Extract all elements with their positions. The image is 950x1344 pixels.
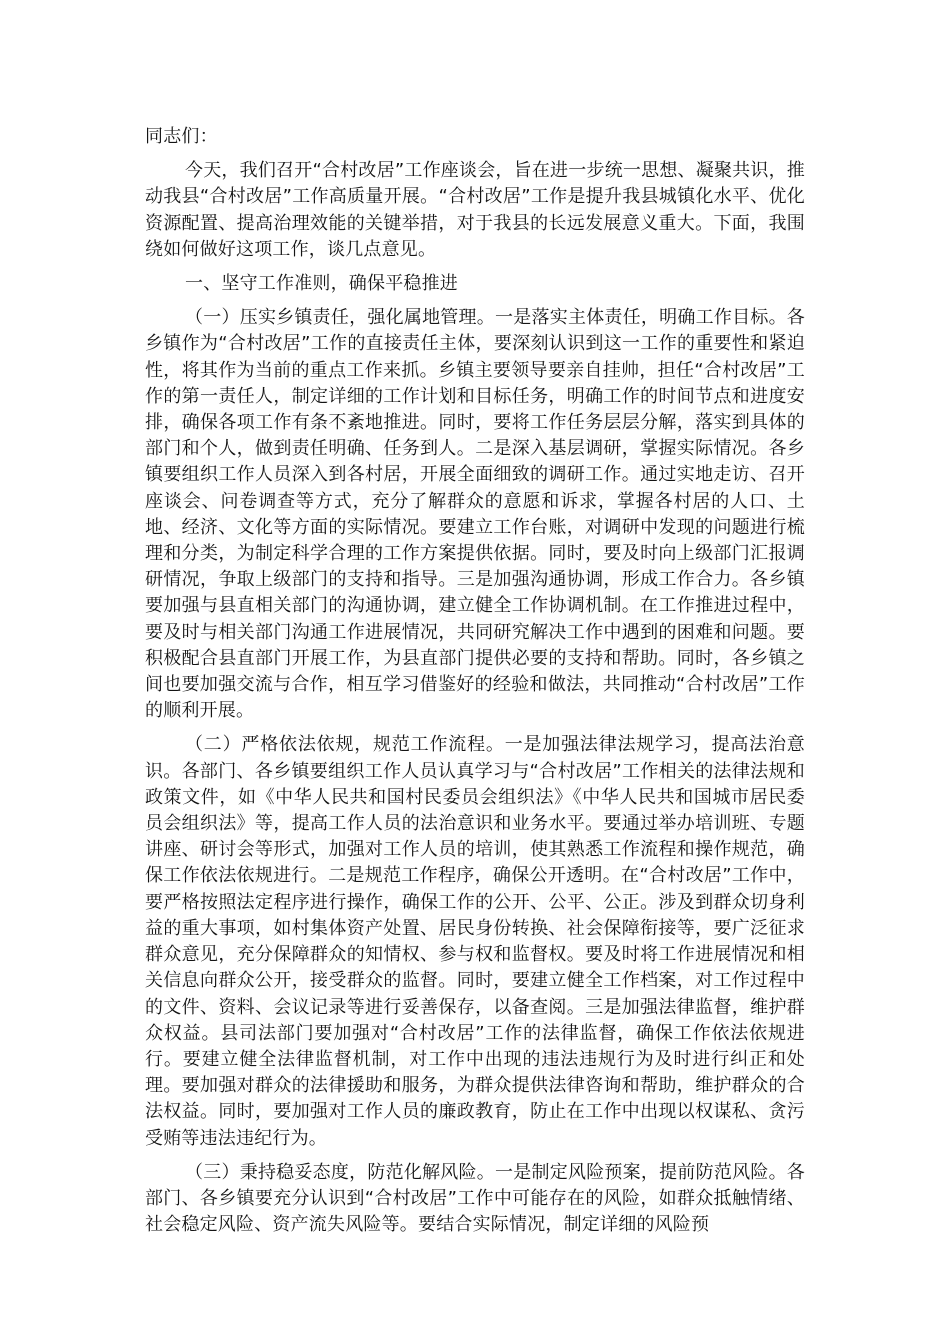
document-page	[145, 124, 805, 1238]
body-paragraph-2: （二）严格依法依规，规范工作流程。一是加强法律法规学习，提高法治意识。各部门、各乡镇要组织工作人员认真学习与“合村改居”工作相关的法律法规和政策文件，如《中华人民共和国村民委员会组织法》《中华人民共和国城市居民委员会组织法》等，提高工作人员的法治意识和业务水平。要通过举办培训班、专题讲座、研讨会等形式，加强对工作人员的培训，使其熟悉工作流程和操作规范，确保工作依法依规进行。二是规范工作程序，确保公开透明。在“合村改居”工作中，要严格按照法定程序进行操作，确保工作的公开、公平、公正。涉及到群众切身利益的重大事项，如村集体资产处置、居民身份转换、社会保障衔接等，要广泛征求群众意见，充分保障群众的知情权、参与权和监督权。要及时将工作进展情况和相关信息向群众公开，接受群众的监督。同时，要建立健全工作档案，对工作过程中的文件、资料、会议记录等进行妥善保存，以备查阅。三是加强法律监督，维护群众权益。县司法部门要加强对“合村改居”工作的法律监督，确保工作依法依规进行。要建立健全法律监督机制，对工作中出现的违法违规行为及时进行纠正和处理。要加强对群众的法律援助和服务，为群众提供法律咨询和帮助，维护群众的合法权益。同时，要加强对工作人员的廉政教育，防止在工作中出现以权谋私、贪污受贿等违法违纪行为。	[145, 734, 805, 1149]
salutation: 同志们：	[145, 126, 218, 147]
body-paragraph-1: （一）压实乡镇责任，强化属地管理。一是落实主体责任，明确工作目标。各乡镇作为“合村改居”工作的直接责任主体，要深刻认识到这一工作的重要性和紧迫性，将其作为当前的重点工作来抓。乡镇主要领导要亲自挂帅，担任“合村改居”工作的第一责任人，制定详细的工作计划和目标任务，明确工作的时间节点和进度安排，确保各项工作有条不紊地推进。同时，要将工作任务层层分解，落实到具体的部门和个人，做到责任明确、任务到人。二是深入基层调研，掌握实际情况。各乡镇要组织工作人员深入到各村居，开展全面细致的调研工作。通过实地走访、召开座谈会、问卷调查等方式，充分了解群众的意愿和诉求，掌握各村居的人口、土地、经济、文化等方面的实际情况。要建立工作台账，对调研中发现的问题进行梳理和分类，为制定科学合理的工作方案提供依据。同时，要及时向上级部门汇报调研情况，争取上级部门的支持和指导。三是加强沟通协调，形成工作合力。各乡镇要加强与县直相关部门的沟通协调，建立健全工作协调机制。在工作推进过程中，要及时与相关部门沟通工作进展情况，共同研究解决工作中遇到的困难和问题。要积极配合县直部门开展工作，为县直部门提供必要的支持和帮助。同时，各乡镇之间也要加强交流与合作，相互学习借鉴好的经验和做法，共同推动“合村改居”工作的顺利开展。	[145, 307, 805, 722]
intro-paragraph: 今天，我们召开“合村改居”工作座谈会，旨在进一步统一思想、凝聚共识，推动我县“合村改居”工作高质量开展。“合村改居”工作是提升我县城镇化水平、优化资源配置、提高治理效能的关键举措，对于我县的长远发展意义重大。下面，我围绕如何做好这项工作，谈几点意见。	[145, 160, 805, 260]
section-heading: 一、坚守工作准则，确保平稳推进	[185, 273, 458, 295]
body-paragraph-3: （三）秉持稳妥态度，防范化解风险。一是制定风险预案，提前防范风险。各部门、各乡镇要充分认识到“合村改居”工作中可能存在的风险，如群众抵触情绪、社会稳定风险、资产流失风险等。要结合实际情况，制定详细的风险预	[145, 1161, 805, 1236]
